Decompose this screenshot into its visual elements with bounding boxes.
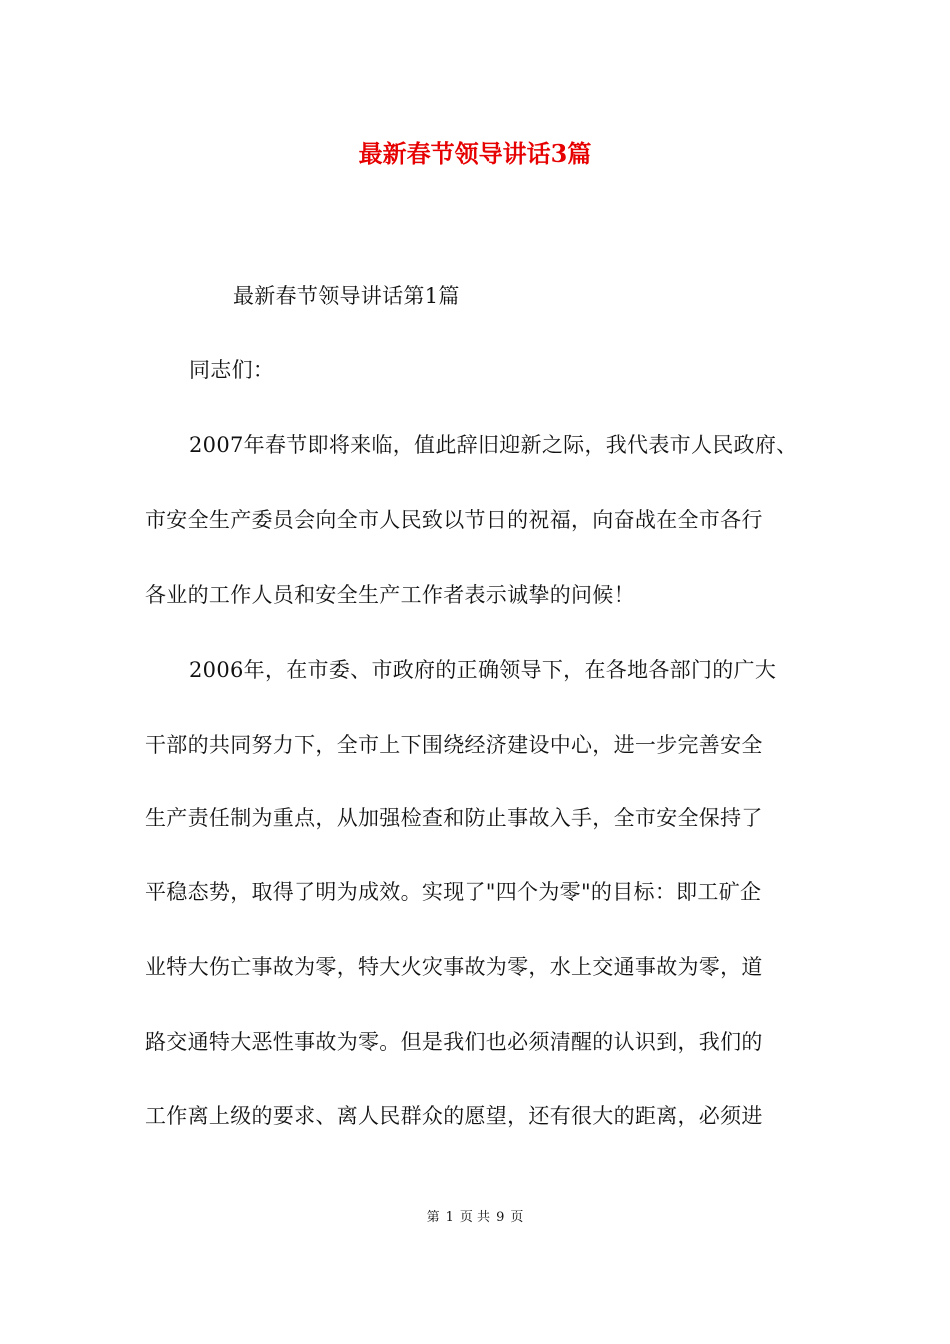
- section-heading: 最新春节领导讲话第1篇: [233, 284, 460, 308]
- paragraph-2-line: 2006年，在市委、市政府的正确领导下，在各地各部门的广大: [189, 658, 777, 682]
- paragraph-2-line: 工作离上级的要求、离人民群众的愿望，还有很大的距离，必须进: [145, 1104, 763, 1128]
- paragraph-2-line: 干部的共同努力下，全市上下围绕经济建设中心，进一步完善安全: [145, 733, 763, 757]
- paragraph-2-line: 平稳态势，取得了明为成效。实现了"四个为零"的目标：即工矿企: [145, 880, 762, 904]
- paragraph-1-line: 市安全生产委员会向全市人民致以节日的祝福，向奋战在全市各行: [145, 508, 763, 532]
- paragraph-2-line: 路交通特大恶性事故为零。但是我们也必须清醒的认识到，我们的: [145, 1030, 763, 1054]
- salutation: 同志们：: [189, 358, 275, 382]
- page-prefix: 第: [426, 1210, 440, 1225]
- paragraph-1-line: 2007年春节即将来临，值此辞旧迎新之际，我代表市人民政府、: [189, 433, 798, 457]
- paragraph-2-line: 生产责任制为重点，从加强检查和防止事故入手，全市安全保持了: [145, 806, 763, 830]
- document-title: 最新春节领导讲话3篇: [358, 139, 592, 168]
- paragraph-1-line: 各业的工作人员和安全生产工作者表示诚挚的问候！: [145, 583, 635, 607]
- page-suffix: 页: [510, 1210, 524, 1225]
- page-current: 1: [445, 1210, 454, 1225]
- paragraph-2-line: 业特大伤亡事故为零，特大火灾事故为零，水上交通事故为零，道: [145, 955, 763, 979]
- page-total: 9: [496, 1210, 505, 1225]
- page-footer: [0, 1208, 950, 1228]
- page-mid: 页 共: [459, 1210, 491, 1225]
